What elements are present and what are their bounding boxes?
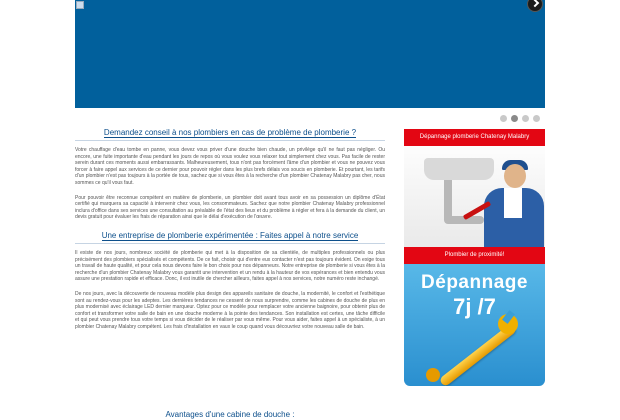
slider-pagination <box>500 115 540 122</box>
image-text-depannage: Dépannage <box>421 272 528 293</box>
paragraph: De nos jours, avec la découverte de nouveau modèle plus design des appareils sanitaire de douche, la modernité, le confort et l'esthétique sont au rendez-vous pour les adeptes. Les dernières tendances ne cessent de nous surprendre, comme les cabines de douche de plus en plus modernisé avec éclairage LED dernier marqueur. Optez pour ce modèle pour remplacer votre ancienne baignoire, pour obtenir plus de confort et transformer votre salle de bain en une douche moderne à la pointe des tendances. Son installation est certes, une tâche difficile et qui peut vous prendre tous votre temps si vous décider de le réaliser par vous même. Pour vous aider, faites appel à un spécialiste, à un plombier Chatenay Malabry compétent. Les frais d'installation en vaux le coup quand vous découvriez votre nouveau salle de bain. <box>75 290 385 330</box>
depannage-7j7-image <box>404 264 545 386</box>
broken-image-icon <box>76 1 84 9</box>
slider-dot[interactable] <box>533 115 540 122</box>
section-title-conseil <box>75 128 385 141</box>
paragraph: Votre chauffage d'eau tombe en panne, vous devez vous priver d'une douche bien chaude, un privilège qu'il ne faut pas négliger. Ou encore, une fuite importante d'eau pendant les jours de repos où vous voulez vous relaxer tout simplement chez vous. Pas facile de rester serein durant ces moments aussi embarrassants. Malheureusement, tous n'ont pas forcément l'âme d'un plombier et vous ne pouvez vous forcer à faire appel aux services de ce dernier pour pouvoir régler dans les plus brefs délais vos soucis en plomberie. Et pourtant, les tarifs d'un plombier n'est pas toujours à la portée de tous, sachez que si vous êtes à la recherche d'un plombier Chatenay Malabry pas cher, nous sommes ce qu'il vous faut. <box>75 147 385 186</box>
plumber-image <box>404 146 545 254</box>
section-title-avantages: Avantages d'une cabine de douche : <box>165 410 295 419</box>
paragraph: Pour pouvoir être reconnue compétent en matière de plomberie, un plombier doit avant tous avoir en sa possession un diplôme d'État certifié qui marquera sa capacité à intervenir chez vous, les consommateurs. Sachez que notre plombier Chatenay Malabry professionnel inclura d'office dans ses services une consultation au préalable de l'état des lieux et du problème à régler et fera à la demande du client, un devis gratuit pour évaluer les frais de réparation ainsi que le délai d'exécution de l'œuvre. <box>75 194 385 221</box>
wrench-end <box>426 368 440 382</box>
wrench-head <box>498 314 518 334</box>
sidebar-card-depannage[interactable] <box>404 129 545 254</box>
section-title-text: Demandez conseil à nos plombiers en cas de problème de plomberie ? <box>103 128 357 137</box>
card-title: Plombier de proximité! <box>404 247 545 264</box>
image-text-7j7: 7j /7 <box>453 294 496 319</box>
paragraph: Il existe de nos jours, nombreux société de plomberie qui met à la disposition de sa clientèle, de multiples professionnels ou plus précisément des plombiers spécialisés et compétents. De ce fait, choisir qui d'entre eux contacter n'est pas toujours évident. On exige tous un travail de haute qualité, et pour cela nous devons faire le bon choix pour nos dépanneurs. Notre entreprise de plomberie si vous êtes à la recherche d'un plombier Chatenay Malabry vous garantit une intervention et un rendu à la hauteur de vos espérances et bien entendu vous assure une prestation rapide et efficace. Donc, il est inutile de chercher ailleurs, faites appel à nos services, notre numéro reste inchangé. <box>75 249 385 283</box>
image-slider[interactable] <box>75 0 545 108</box>
slider-dot-active[interactable] <box>511 115 518 122</box>
section-title-entreprise <box>75 231 385 244</box>
slider-dot[interactable] <box>522 115 529 122</box>
sidebar-card-proximite[interactable] <box>404 247 545 386</box>
slider-next-icon[interactable] <box>527 0 543 12</box>
slider-dot[interactable] <box>500 115 507 122</box>
section-title-text: Une entreprise de plomberie expérimentée : Faites appel à notre service <box>101 230 359 240</box>
main-content <box>75 128 385 338</box>
card-title: Dépannage plomberie Chatenay Malabry <box>404 129 545 146</box>
